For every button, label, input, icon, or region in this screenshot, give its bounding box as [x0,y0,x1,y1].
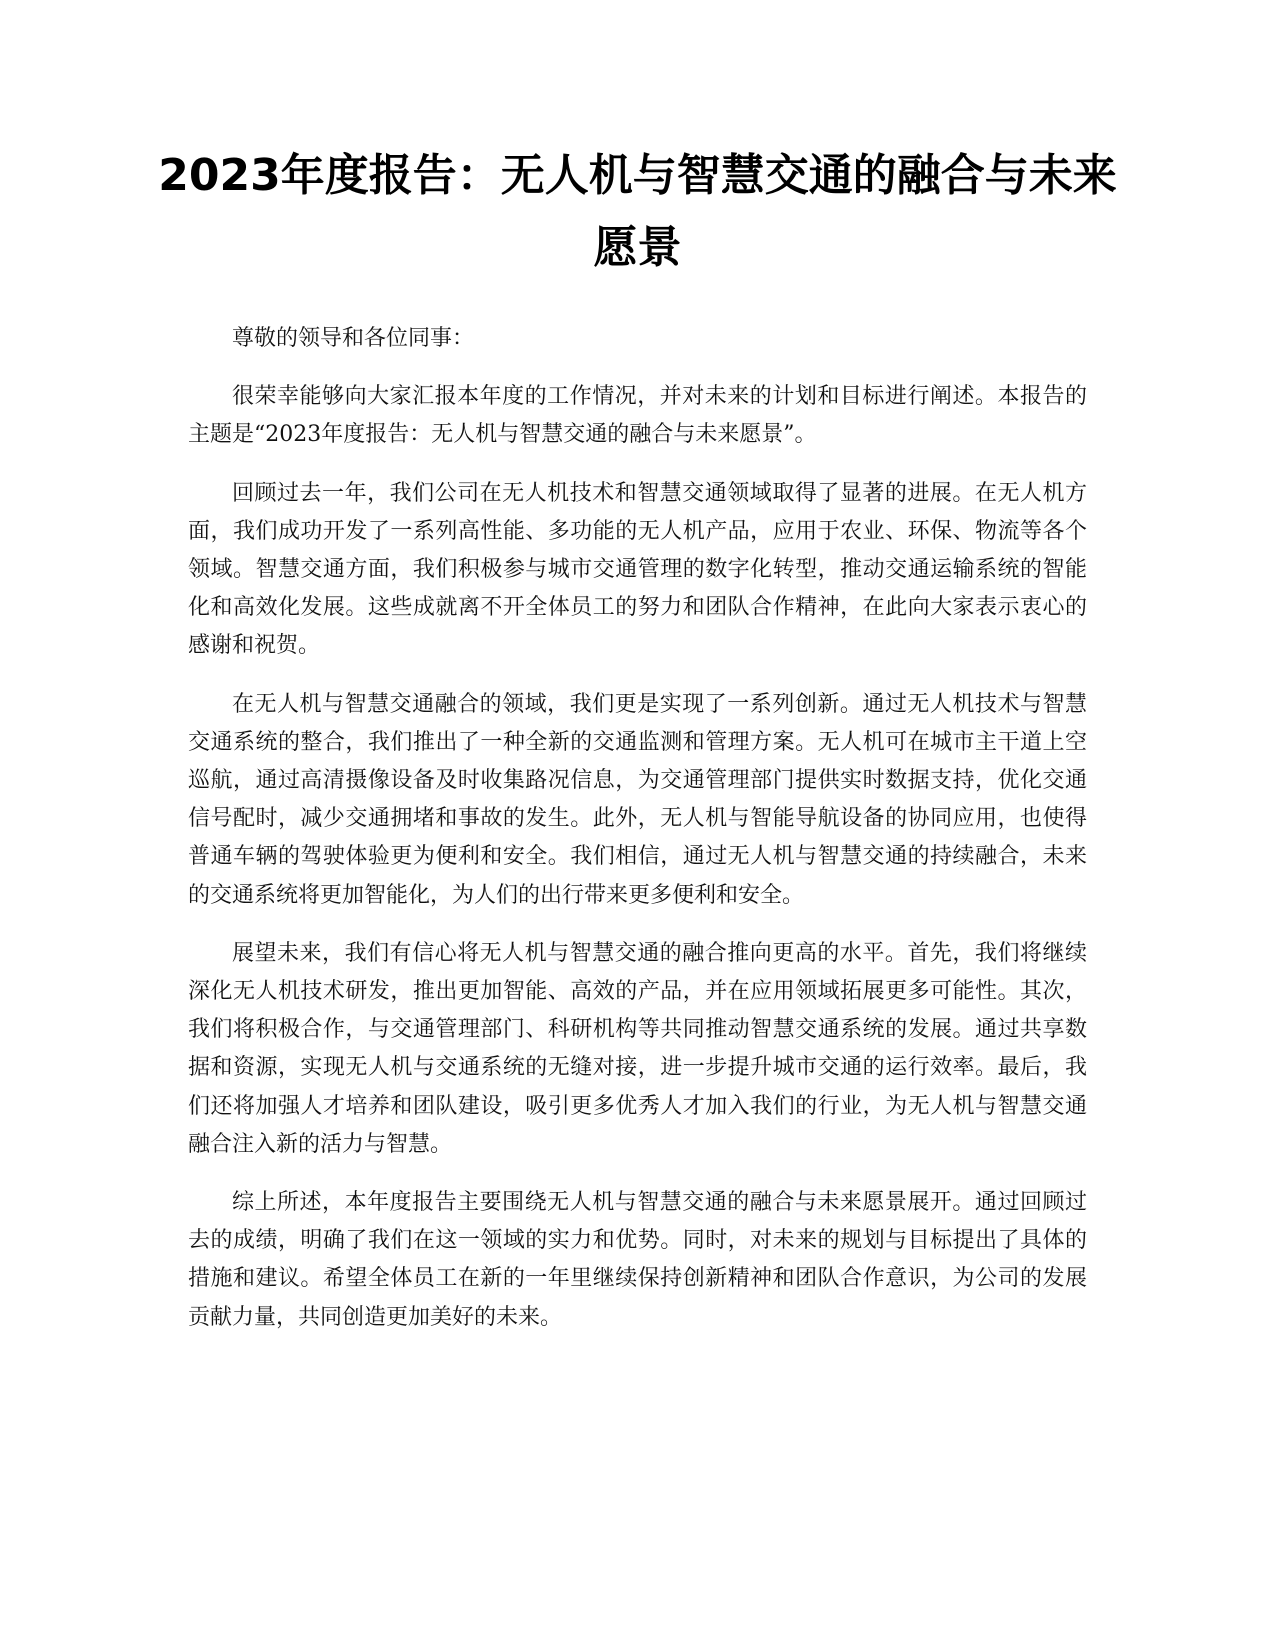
intro-paragraph: 很荣幸能够向大家汇报本年度的工作情况，并对未来的计划和目标进行阐述。本报告的主题是“2023年度报告：无人机与智慧交通的融合与未来愿景”。 [188,384,1087,448]
salutation-paragraph: 尊敬的领导和各位同事： [232,326,475,351]
review-paragraph: 回顾过去一年，我们公司在无人机技术和智慧交通领域取得了显著的进展。在无人机方面，我们成功开发了一系列高性能、多功能的无人机产品，应用于农业、环保、物流等各个领域。智慧交通方面，我们积极参与城市交通管理的数字化转型，推动交通运输系统的智能化和高效化发展。这些成就离不开全体员工的努力和团队合作精神，在此向大家表示衷心的感谢和祝贺。 [188,480,1087,659]
document-title: 2023年度报告：无人机与智慧交通的融合与未来愿景 [158,150,1117,273]
outlook-paragraph: 展望未来，我们有信心将无人机与智慧交通的融合推向更高的水平。首先，我们将继续深化无人机技术研发，推出更加智能、高效的产品，并在应用领域拓展更多可能性。其次，我们将积极合作，与交通管理部门、科研机构等共同推动智慧交通系统的发展。通过共享数据和资源，实现无人机与交通系统的无缝对接，进一步提升城市交通的运行效率。最后，我们还将加强人才培养和团队建设，吸引更多优秀人才加入我们的行业，为无人机与智慧交通融合注入新的活力与智慧。 [188,940,1087,1157]
innovation-paragraph: 在无人机与智慧交通融合的领域，我们更是实现了一系列创新。通过无人机技术与智慧交通系统的整合，我们推出了一种全新的交通监测和管理方案。无人机可在城市主干道上空巡航，通过高清摄像设备及时收集路况信息，为交通管理部门提供实时数据支持，优化交通信号配时，减少交通拥堵和事故的发生。此外，无人机与智能导航设备的协同应用，也使得普通车辆的驾驶体验更为便利和安全。我们相信，通过无人机与智慧交通的持续融合，未来的交通系统将更加智能化，为人们的出行带来更多便利和安全。 [188,691,1087,908]
summary-paragraph: 综上所述，本年度报告主要围绕无人机与智慧交通的融合与未来愿景展开。通过回顾过去的成绩，明确了我们在这一领域的实力和优势。同时，对未来的规划与目标提出了具体的措施和建议。希望全体员工在新的一年里继续保持创新精神和团队合作意识，为公司的发展贡献力量，共同创造更加美好的未来。 [188,1190,1087,1330]
document-body [188,320,1087,1357]
